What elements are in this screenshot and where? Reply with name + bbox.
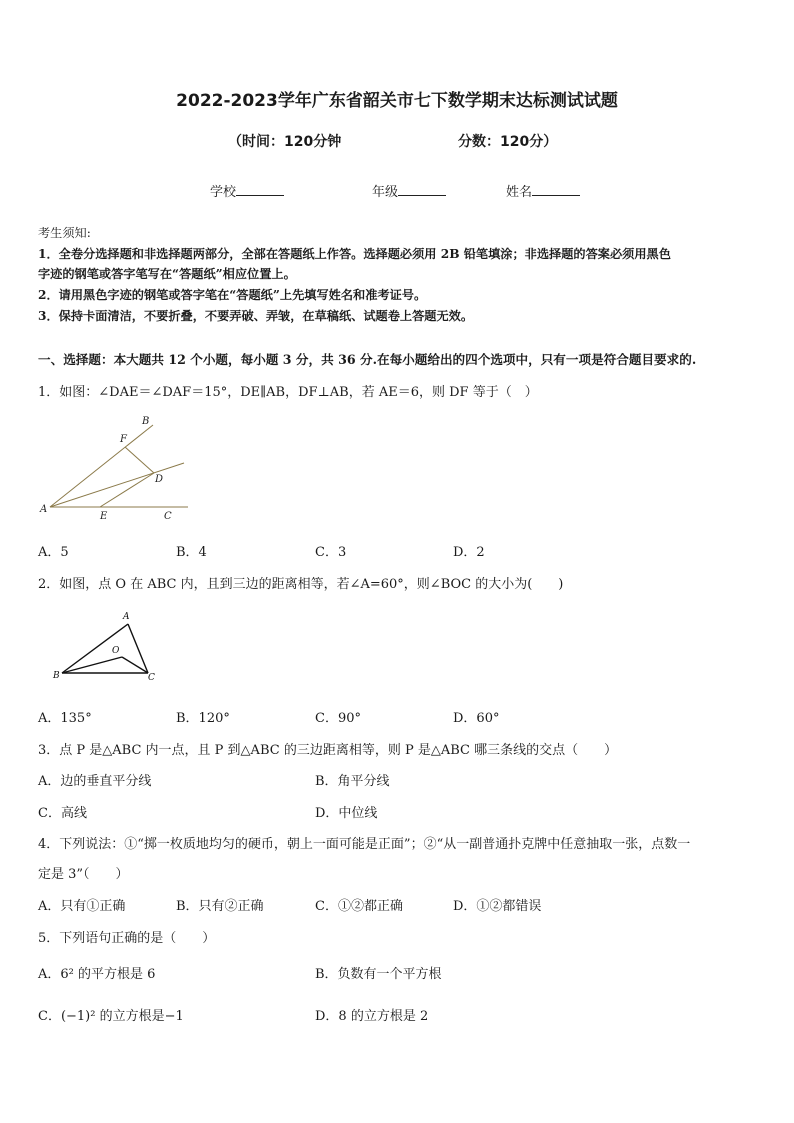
note-line: 2．请用黑色字迹的钢笔或答字笔在“答题纸”上先填写姓名和准考证号。 [38,288,427,302]
question-4-text-line1: 4．下列说法：①“掷一枚质地均匀的硬币，朝上一面可能是正面”；②“从一副普通扑克牌中任意抽取一张，点数一 [38,837,691,852]
q4-option-a[interactable]: A．只有①正确 [38,899,126,914]
q1-option-d[interactable]: D．2 [453,545,485,560]
name-label: 姓名 [506,185,533,200]
q3-option-b[interactable]: B．角平分线 [315,774,390,789]
question-1-figure [36,412,196,527]
label-e: E [100,511,108,522]
note-line: 1．全卷分选择题和非选择题两部分，全部在答题纸上作答。选择题必须用 2B 铅笔填涂；非选择题的答案必须用黑色 [38,247,671,261]
question-3-text: 3．点 P 是△ABC 内一点，且 P 到△ABC 的三边距离相等，则 P 是△ABC 哪三条线的交点（ ） [38,743,618,758]
name-field[interactable] [506,181,580,200]
note-line: 3．保持卡面清洁，不要折叠，不要弄破、弄皱，在草稿纸、试题卷上答题无效。 [38,309,474,323]
label-a: A [123,612,130,622]
question-2-figure [48,608,168,686]
q2-option-b[interactable]: B．120° [176,711,230,726]
label-a: A [40,504,48,515]
q4-option-d[interactable]: D．①②都错误 [453,899,542,914]
q5-option-d[interactable]: D．8 的立方根是 2 [315,1009,429,1024]
q4-option-c[interactable]: C．①②都正确 [315,899,403,914]
note-line: 字迹的钢笔或答字笔写在“答题纸”相应位置上。 [38,267,296,281]
grade-field[interactable] [372,181,446,200]
label-c: C [164,511,172,522]
q1-option-c[interactable]: C．3 [315,545,347,560]
q4-option-b[interactable]: B．只有②正确 [176,899,264,914]
q3-option-a[interactable]: A．边的垂直平分线 [38,774,152,789]
question-1-text: 1．如图：∠DAE＝∠DAF＝15°，DE∥AB，DF⊥AB，若 AE＝6，则 DF 等于（ ） [38,385,538,400]
name-blank[interactable] [532,183,580,196]
q3-option-d[interactable]: D．中位线 [315,806,378,821]
question-2-text: 2．如图，点 O 在 ABC 内，且到三边的距离相等，若∠A=60°，则∠BOC 的大小为( ) [38,577,564,592]
school-field[interactable] [210,181,284,200]
q1-option-a[interactable]: A．5 [38,545,69,560]
label-d: D [155,474,164,485]
school-label: 学校 [210,185,237,200]
label-f: F [120,434,127,445]
q5-option-c[interactable]: C．(−1)² 的立方根是−1 [38,1009,184,1024]
label-b: B [53,671,60,681]
grade-blank[interactable] [398,183,446,196]
grade-label: 年级 [372,185,399,200]
q2-option-c[interactable]: C．90° [315,711,361,726]
question-4-text-line2: 定是 3”（ ） [38,867,129,882]
label-o: O [112,646,120,656]
q2-option-d[interactable]: D．60° [453,711,500,726]
q5-option-a[interactable]: A．6² 的平方根是 6 [38,967,156,982]
label-c: C [148,673,155,683]
label-b: B [142,416,150,427]
exam-title: 2022-2023学年广东省韶关市七下数学期末达标测试试题 [176,91,618,111]
question-5-text: 5．下列语句正确的是（ ） [38,931,216,946]
q2-option-a[interactable]: A．135° [38,711,92,726]
section-title: 一、选择题：本大题共 12 个小题，每小题 3 分，共 36 分.在每小题给出的四个选项中，只有一项是符合题目要求的. [38,352,697,367]
score-label: 分数：120分） [458,134,558,150]
notes-heading: 考生须知: [38,226,91,240]
school-blank[interactable] [236,183,284,196]
q3-option-c[interactable]: C．高线 [38,806,87,821]
q1-option-b[interactable]: B．4 [176,545,207,560]
time-label: （时间：120分钟 [228,134,342,150]
q5-option-b[interactable]: B．负数有一个平方根 [315,967,442,982]
